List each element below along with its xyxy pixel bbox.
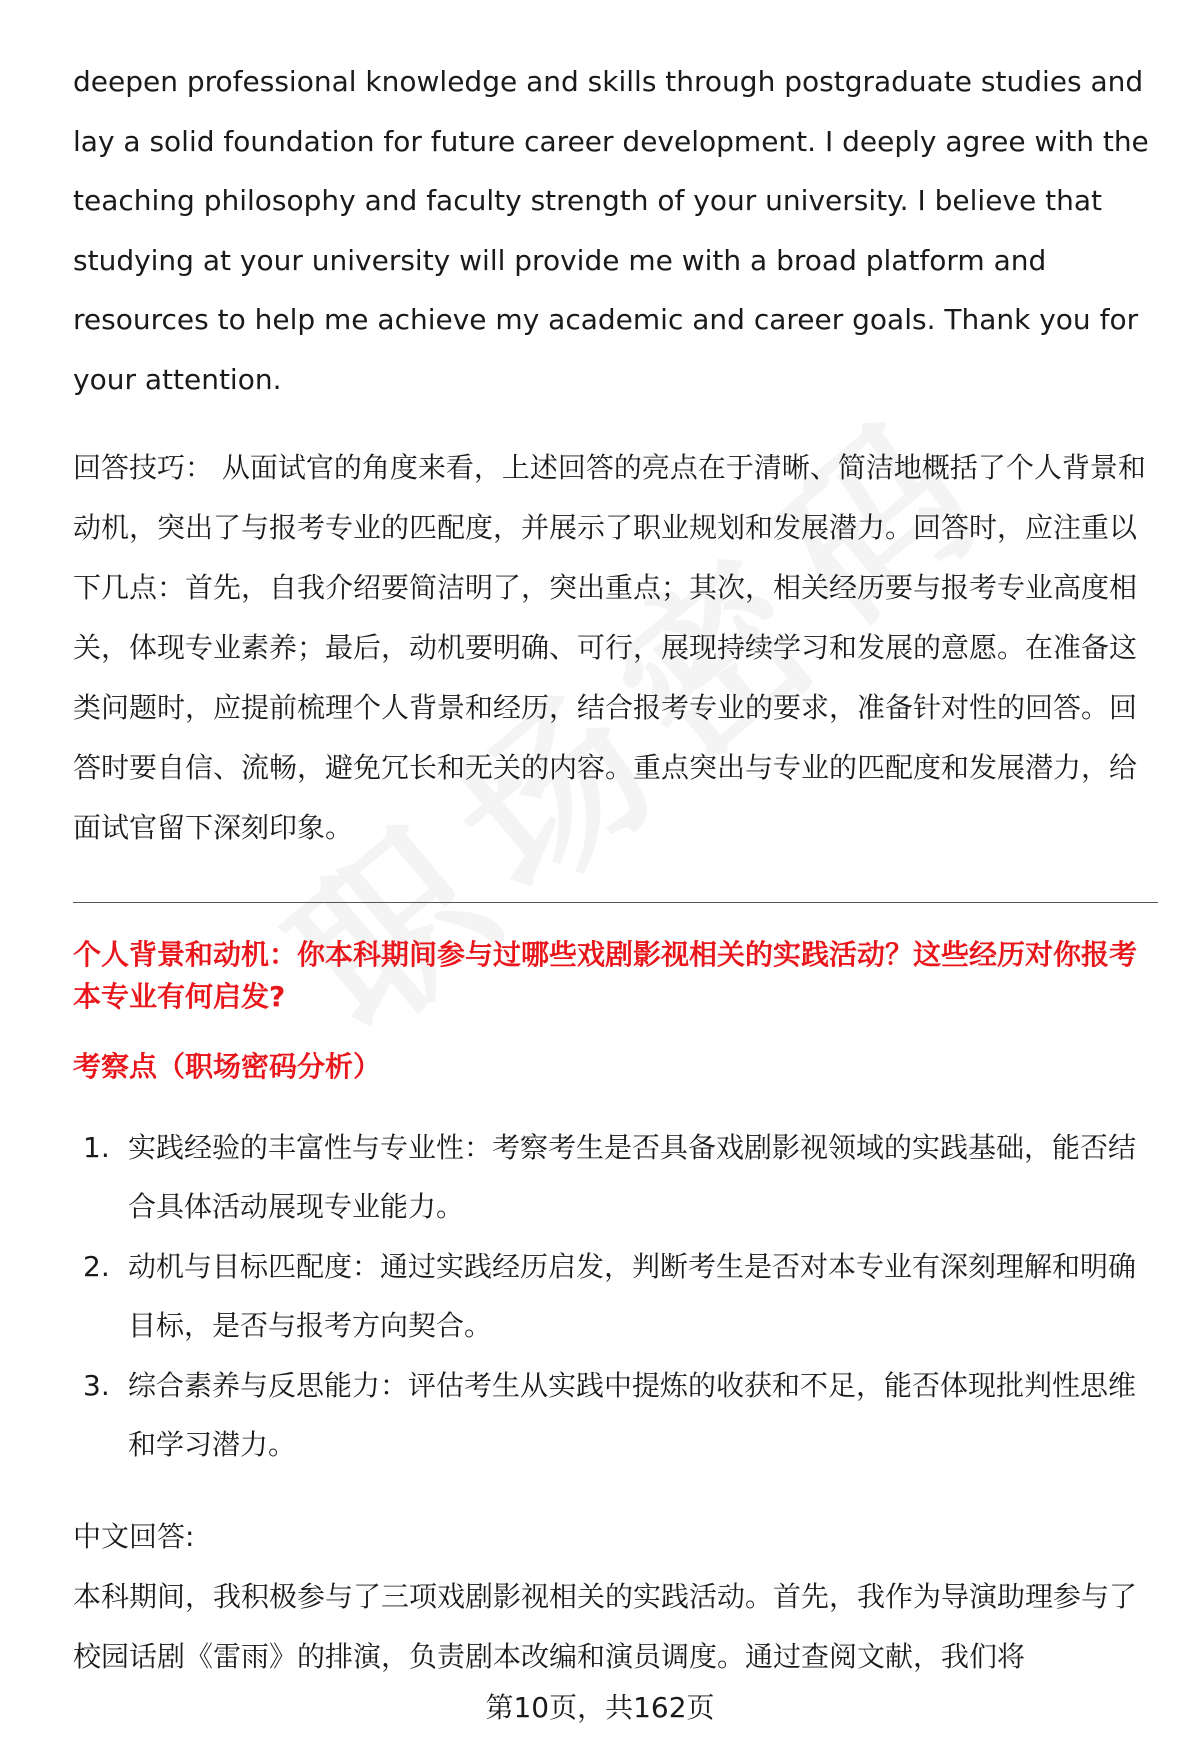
question-heading: 个人背景和动机：你本科期间参与过哪些戏剧影视相关的实践活动？这些经历对你报考本专业有何启发? — [73, 938, 1138, 1013]
analysis-points-list — [73, 1118, 1158, 1475]
list-item — [73, 1356, 1158, 1474]
list-number: 1. — [83, 1131, 110, 1164]
list-item — [73, 1237, 1158, 1355]
list-number: 3. — [83, 1369, 110, 1402]
list-item — [73, 1118, 1158, 1236]
page-footer: 第10页，共162页 — [485, 1691, 715, 1724]
list-item-text: 动机与目标匹配度：通过实践经历启发，判断考生是否对本专业有深刻理解和明确目标，是否与报考方向契合。 — [128, 1250, 1137, 1342]
chinese-answer-label: 中文回答: — [73, 1520, 195, 1553]
list-item-text: 综合素养与反思能力：评估考生从实践中提炼的收获和不足，能否体现批判性思维和学习潜力。 — [128, 1369, 1137, 1461]
chinese-answer-body: 本科期间，我积极参与了三项戏剧影视相关的实践活动。首先，我作为导演助理参与了校园话剧《雷雨》的排演，负责剧本改编和演员调度。通过查阅文献，我们将 — [73, 1580, 1138, 1673]
section-divider — [73, 902, 1158, 903]
answer-tips-paragraph: 回答技巧： 从面试官的角度来看，上述回答的亮点在于清晰、简洁地概括了个人背景和动机，突出了与报考专业的匹配度，并展示了职业规划和发展潜力。回答时，应注重以下几点：首先，自我介绍要简洁明了，突出重点；其次，相关经历要与报考专业高度相关，体现专业素养；最后，动机要明确、可行，展现持续学习和发展的意愿。在准备这类问题时，应提前梳理个人背景和经历，结合报考专业的要求，准备针对性的回答。回答时要自信、流畅，避免冗长和无关的内容。重点突出与专业的匹配度和发展潜力，给面试官留下深刻印象。 — [73, 451, 1146, 844]
english-answer-paragraph: deepen professional knowledge and skills through postgraduate studies and lay a solid foundation for future career development. I deeply agree with the teaching philosophy and faculty strength of your university. I believe that studying at your university will provide me with a broad platform and resources to help me achieve my academic and career goals. Thank you for your attention. — [73, 65, 1149, 396]
analysis-heading: 考察点（职场密码分析） — [73, 1050, 382, 1083]
list-number: 2. — [83, 1250, 110, 1283]
list-item-text: 实践经验的丰富性与专业性：考察考生是否具备戏剧影视领域的实践基础，能否结合具体活动展现专业能力。 — [128, 1131, 1137, 1223]
